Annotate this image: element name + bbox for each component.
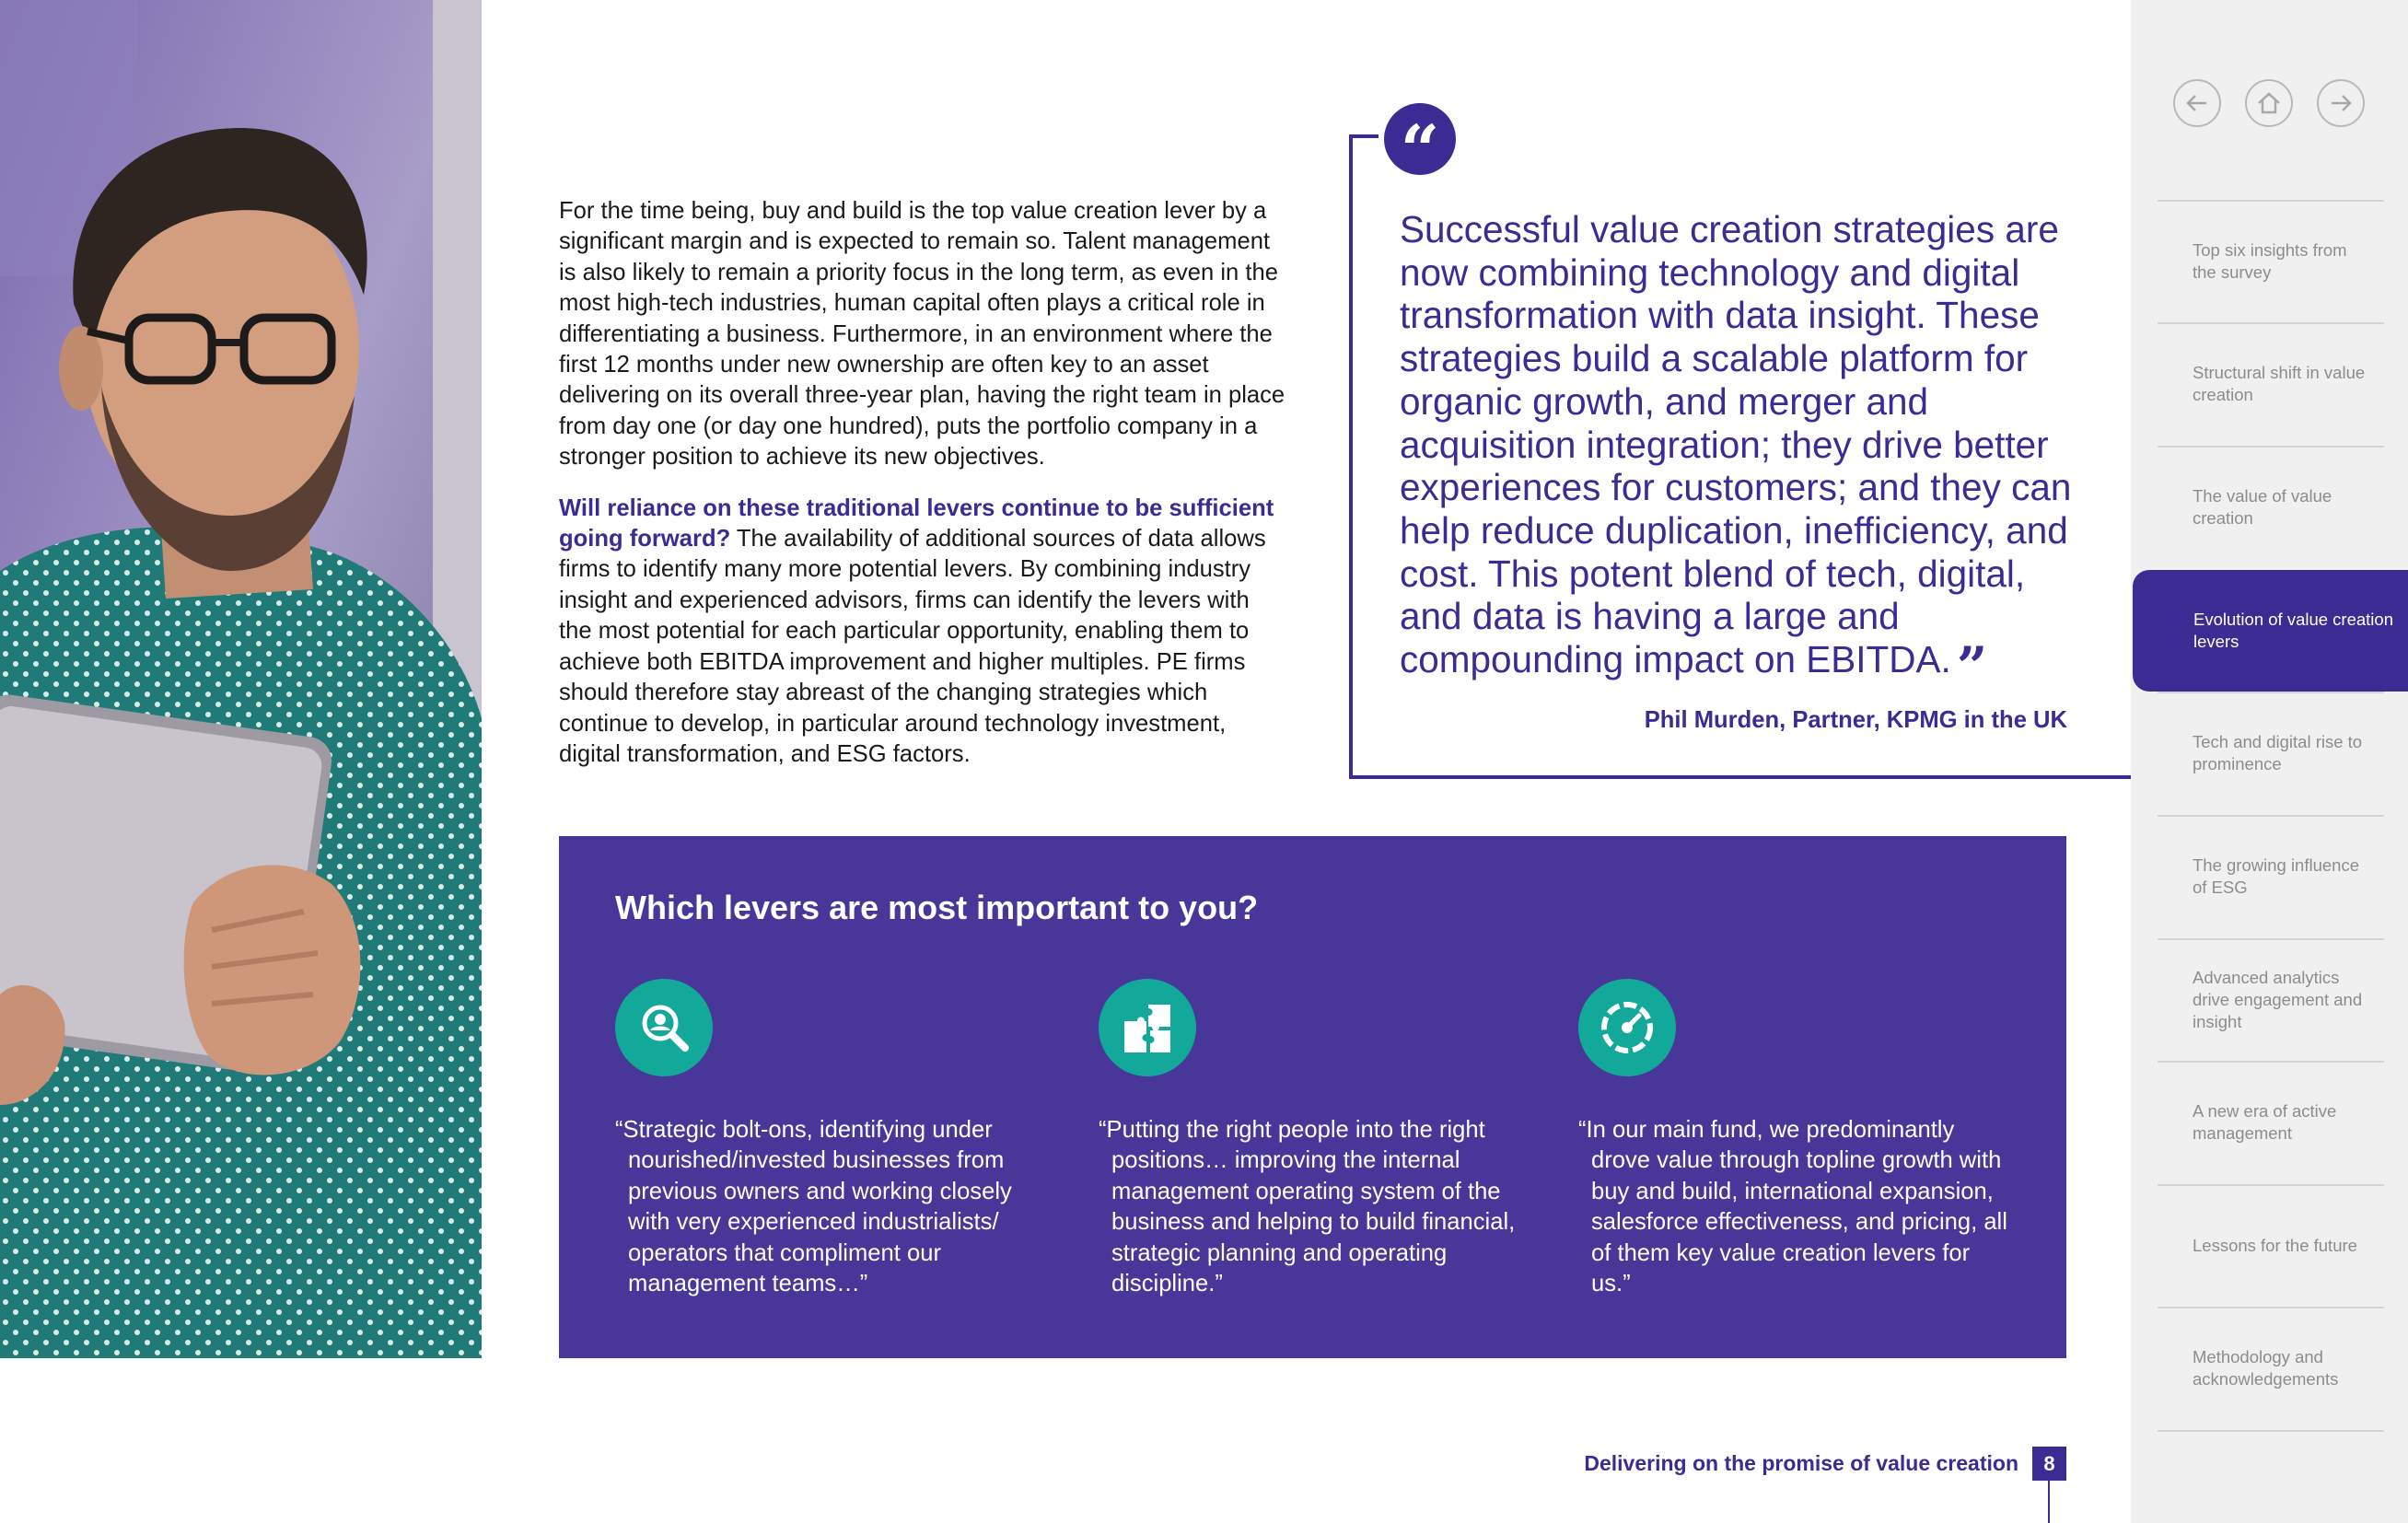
- pull-quote-text: [1400, 208, 2076, 699]
- magnifier-person-icon: [615, 979, 713, 1076]
- body-paragraph-2-rest: The availability of additional sources of data allows firms to identify many more potential levers. By combining industry insight and experienced advisors, firms can identify the levers with the most potential for each particular opportunity, enabling them to achieve both EBITDA improvement and higher multiples. PE firms should therefore stay abreast of the changing strategies which continue to develop, in particular around technology investment, digital transformation, and ESG factors.: [559, 526, 1266, 767]
- page-number-tick: [2048, 1481, 2050, 1523]
- lever-quote: “Putting the right people into the right positions… improving the internal management operating system of the business and helping to build financial, strategic planning and operating discipline.”: [1099, 1117, 1516, 1297]
- lever-card: [1578, 979, 2011, 1299]
- body-paragraph-2-lead: Will reliance on these traditional levers continue to be sufficient going forward?: [559, 494, 1274, 552]
- lever-card: [1099, 979, 1531, 1299]
- levers-panel: [559, 836, 2066, 1358]
- levers-panel-title: Which levers are most important to you?: [615, 889, 1259, 926]
- puzzle-icon: [1099, 979, 1196, 1076]
- forward-arrow-icon[interactable]: [2317, 79, 2365, 127]
- quote-open-icon: “: [1384, 103, 1456, 175]
- sidebar-divider: [2158, 1430, 2384, 1432]
- sidebar-item-tech-and-digital[interactable]: Tech and digital rise to prominence: [2158, 692, 2384, 813]
- pull-quote-body: Successful value creation strategies are now combining technology and digital transformation with data insight. These strategies build a scalable platform for organic growth, and merger and acquisition integration; they drive better experiences for customers; and they can help reduce duplication, inefficiency, and cost. This potent blend of tech, digital, and data is having a large and compounding impact on EBITDA.: [1400, 208, 2072, 681]
- home-icon[interactable]: [2245, 79, 2293, 127]
- page-number: 8: [2032, 1447, 2066, 1481]
- sidebar-item-advanced-analytics[interactable]: Advanced analytics drive engagement and insight: [2158, 938, 2384, 1060]
- back-arrow-icon[interactable]: [2173, 79, 2221, 127]
- sidebar-item-top-six-insights[interactable]: Top six insights from the survey: [2158, 200, 2384, 321]
- body-paragraph-2: [559, 494, 1286, 771]
- sidebar-item-structural-shift[interactable]: Structural shift in value creation: [2158, 322, 2384, 444]
- sidebar-item-lessons-for-future[interactable]: Lessons for the future: [2158, 1184, 2384, 1306]
- hero-photo: [0, 0, 482, 1358]
- man-with-tablet-illustration: [0, 0, 482, 1358]
- gauge-icon: [1578, 979, 1676, 1076]
- lever-card: [615, 979, 1048, 1299]
- body-paragraph-1: For the time being, buy and build is the top value creation lever by a significant margin and is expected to remain so. Talent management is also likely to remain a priority focus in the long term, as even in the most high-tech industries, human capital often plays a critical role in differentiating a business. Furthermore, in an environment where the first 12 months under new ownership are often key to an asset delivering on its overall three-year plan, having the right team in place from day one (or day one hundred), puts the portfolio company in a stronger position to achieve its new objectives.: [559, 198, 1285, 471]
- sidebar-item-methodology[interactable]: Methodology and acknowledgements: [2158, 1307, 2384, 1428]
- sidebar-item-evolution-of-levers[interactable]: Evolution of value creation levers: [2133, 570, 2408, 692]
- lever-quote: “In our main fund, we predominantly drove value through topline growth with buy and build, international expansion, salesforce effectiveness, and pricing, all of them key value creation levers for us.”: [1578, 1117, 2007, 1297]
- footer-title: Delivering on the promise of value creation: [1584, 1451, 2018, 1475]
- quote-close-icon: ”: [1956, 635, 1988, 699]
- lever-quote: “Strategic bolt-ons, identifying under nourished/invested businesses from previous owners and working closely with very experienced industrialists/ operators that compliment our management teams…”: [615, 1117, 1012, 1297]
- sidebar-item-value-of-value-creation[interactable]: The value of value creation: [2158, 446, 2384, 567]
- sidebar-item-influence-of-esg[interactable]: The growing influence of ESG: [2158, 815, 2384, 936]
- sidebar-nav: [2131, 0, 2408, 1523]
- pull-quote-attribution: Phil Murden, Partner, KPMG in the UK: [1644, 707, 2067, 733]
- body-text-column: [559, 196, 1286, 790]
- sidebar-item-active-management[interactable]: A new era of active management: [2158, 1061, 2384, 1182]
